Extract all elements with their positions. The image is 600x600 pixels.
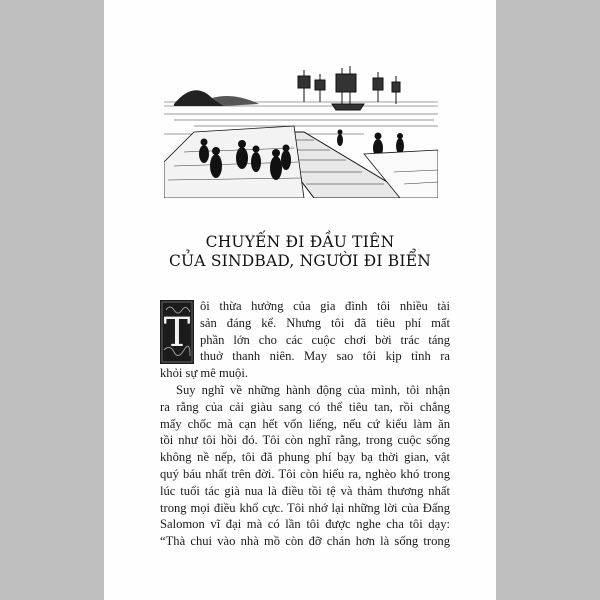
p1-line-2: sản đáng kể. Nhưng tôi đã tiêu phí mất	[200, 315, 450, 330]
p2-line-2: ra rằng của cải giàu sang có thể tiêu tan, rồi chẳng	[160, 399, 450, 414]
p2-line-8: trong mọi điều khổ cực. Tôi nhớ lại những lời của Đấng	[160, 500, 450, 515]
p2-line-1: Suy nghĩ về những hành động của mình, tôi nhận	[176, 382, 450, 397]
p1-line-4: thuở thanh niên. May sao tôi kịp tỉnh ra	[200, 349, 450, 364]
harbor-engraving	[164, 62, 438, 198]
p2-line-3: mấy chốc mà cạn hết vốn liếng, nếu cứ kiểu làm ăn	[160, 416, 450, 431]
chapter-body	[160, 298, 450, 550]
dropcap-letter: T	[163, 310, 191, 356]
p1-line-5: khỏi sự mê muội.	[160, 366, 248, 381]
p2-line-5: không nề nếp, tôi đã phung phí bạy bạ thời gian, vật	[160, 450, 450, 465]
p2-line-7: lúc tuổi tác già nua là điều tồi tệ và thảm thương nhất	[160, 483, 450, 498]
p2-line-4: tồi như tôi hồi đó. Tôi còn nghĩ rằng, trong cuộc sống	[160, 433, 450, 448]
dropcap-illuminated-letter	[160, 300, 194, 364]
p2-line-6: quý báu nhất trên đời. Tôi còn hiểu ra, nghèo khó trong	[160, 466, 450, 481]
p1-line-3: phần lớn cho các cuộc chơi bời trác táng	[200, 332, 450, 347]
p2-line-10: “Thà chui vào nhà mồ còn đỡ chán hơn là sống trong	[160, 534, 450, 549]
chapter-title-line-2: CỦA SINDBAD, NGƯỜI ĐI BIỂN	[168, 252, 431, 270]
p2-line-9: Salomon vĩ đại mà có lần tôi được nghe cha tôi dạy:	[160, 517, 450, 532]
book-page	[104, 0, 496, 600]
p1-line-1: ôi thừa hưởng của gia đình tôi nhiều tài	[200, 299, 450, 313]
chapter-title-line-1: CHUYẾN ĐI ĐẦU TIÊN	[205, 233, 395, 251]
